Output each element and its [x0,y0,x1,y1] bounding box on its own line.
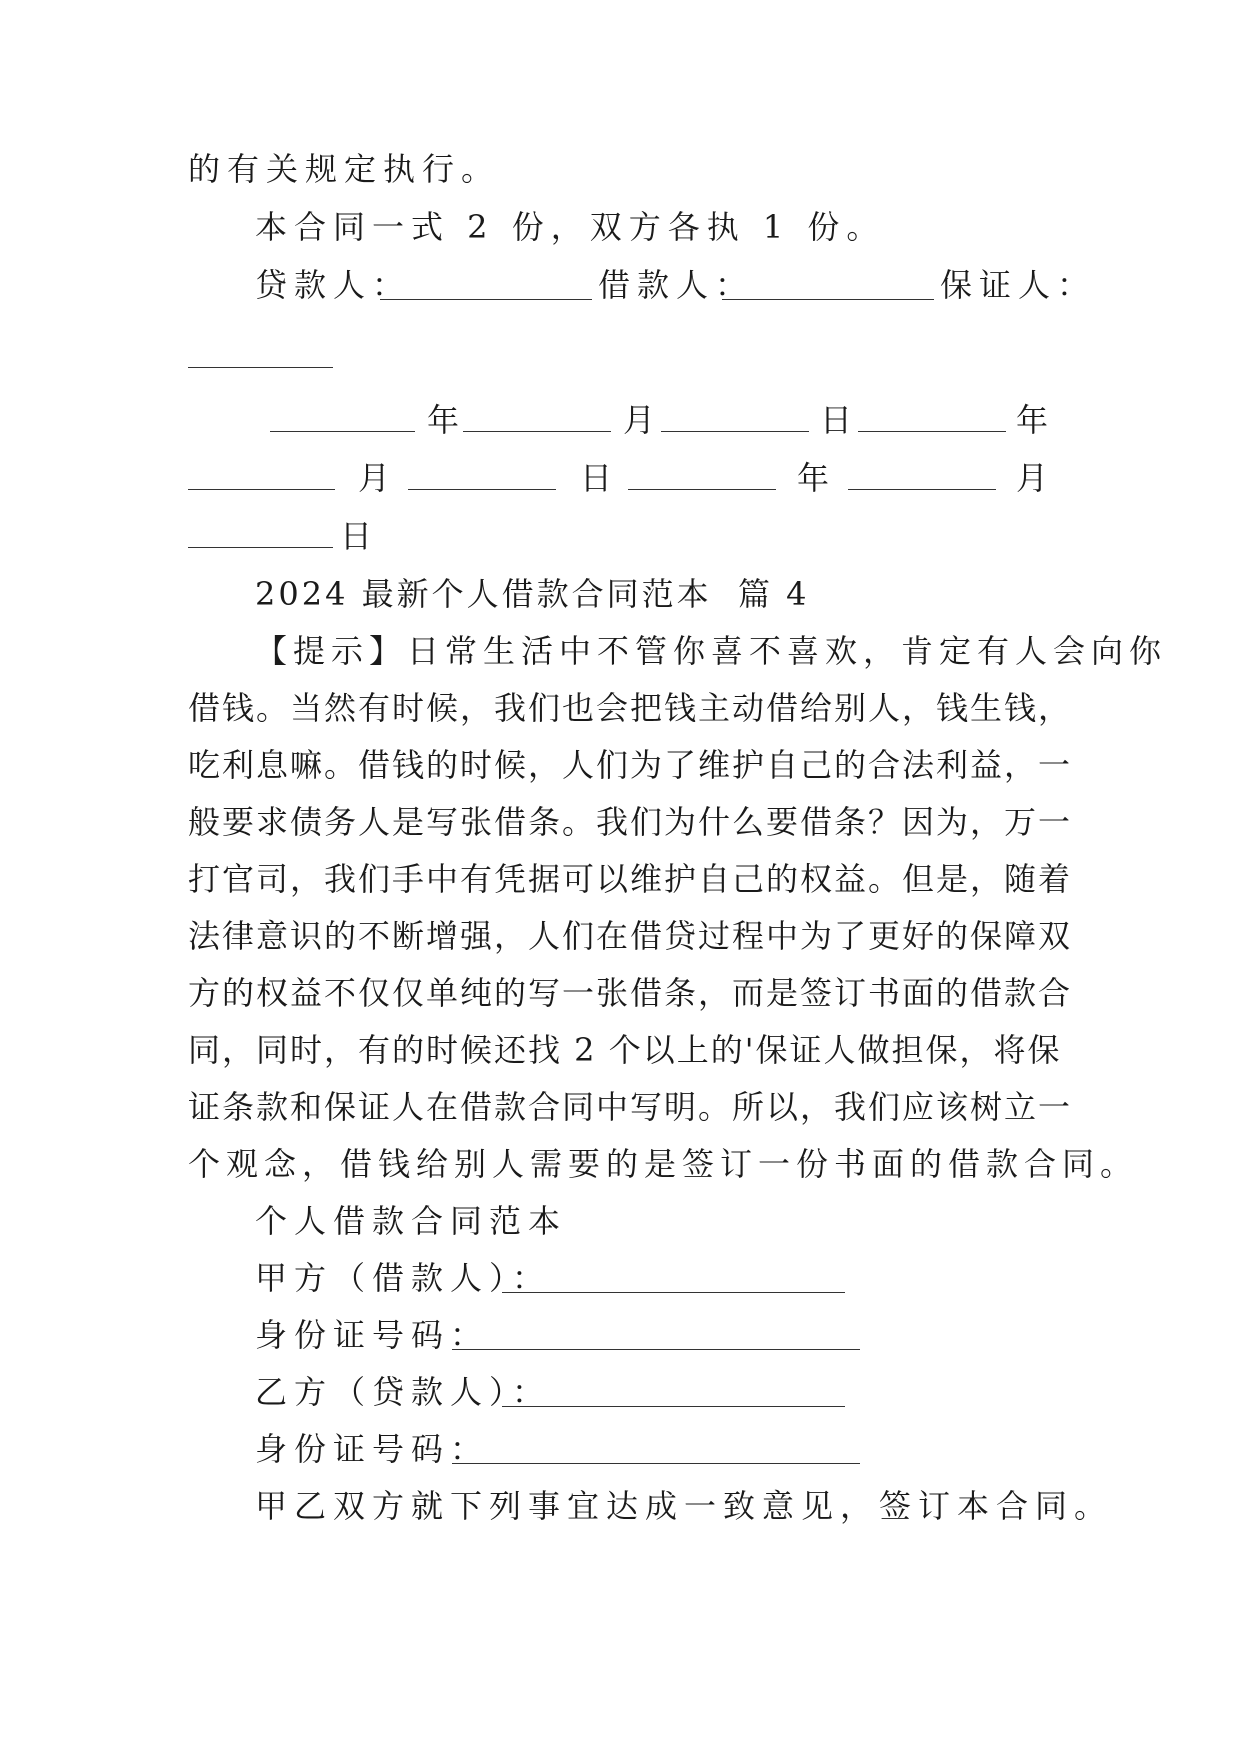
id-number-label: 身份证号码： [255,1316,490,1354]
date-blank [848,461,996,490]
day-label: 日 [580,459,620,497]
text-line: 本合同一式 2 份，双方各执 1 份。 [255,208,886,246]
date-blank [661,403,809,432]
borrower-label: 借款人： [598,266,755,304]
date-blank [463,403,611,432]
paragraph-line: 打官司，我们手中有凭据可以维护自己的权益。但是，随着 [188,860,1073,898]
borrower-blank [722,271,934,300]
paragraph-line: 借钱。当然有时候，我们也会把钱主动借给别人，钱生钱， [188,689,1073,727]
contract-title: 个人借款合同范本 [255,1202,568,1240]
year-label: 年 [797,459,837,497]
paragraph-line: 个观念，借钱给别人需要的是签订一份书面的借款合同。 [188,1145,1139,1183]
year-label: 年 [427,401,467,439]
section-heading: 2024 最新个人借款合同范本 篇 4 [255,575,810,613]
party-a-blank [502,1264,845,1293]
date-blank [858,403,1006,432]
id-number-blank [452,1321,860,1350]
lender-blank [380,271,592,300]
month-label: 月 [623,401,663,439]
date-blank [188,461,335,490]
id-number-label: 身份证号码： [255,1430,490,1468]
text-line: 的有关规定执行。 [188,150,501,188]
paragraph-line: 吃利息嘛。借钱的时候，人们为了维护自己的合法利益，一 [188,746,1073,784]
day-label: 日 [820,401,860,439]
paragraph-line: 般要求债务人是写张借条。我们为什么要借条？因为，万一 [188,803,1073,841]
party-a-label: 甲方（借款人）： [255,1259,552,1297]
agreement-line: 甲乙双方就下列事宜达成一致意见，签订本合同。 [255,1487,1114,1525]
party-b-blank [502,1378,845,1407]
date-blank [408,461,556,490]
month-label: 月 [1016,459,1056,497]
paragraph-line: 方的权益不仅仅单纯的写一张借条，而是签订书面的借款合 [188,974,1073,1012]
id-number-blank [452,1435,860,1464]
paragraph-line: 【提示】日常生活中不管你喜不喜欢，肯定有人会向你 [255,632,1168,670]
guarantor-blank [188,339,333,368]
year-label: 年 [1016,401,1056,439]
date-blank [188,519,333,548]
lender-label: 贷款人： [255,266,412,304]
month-label: 月 [358,459,398,497]
day-label: 日 [340,517,380,555]
paragraph-line: 证条款和保证人在借款合同中写明。所以，我们应该树立一 [188,1088,1073,1126]
date-blank [628,461,776,490]
date-blank [270,403,415,432]
paragraph-line: 法律意识的不断增强，人们在借贷过程中为了更好的保障双 [188,917,1073,955]
paragraph-line: 同，同时，有的时候还找 2 个以上的'保证人做担保，将保 [188,1031,1062,1069]
party-b-label: 乙方（贷款人）： [255,1373,552,1411]
guarantor-label: 保证人： [940,266,1097,304]
